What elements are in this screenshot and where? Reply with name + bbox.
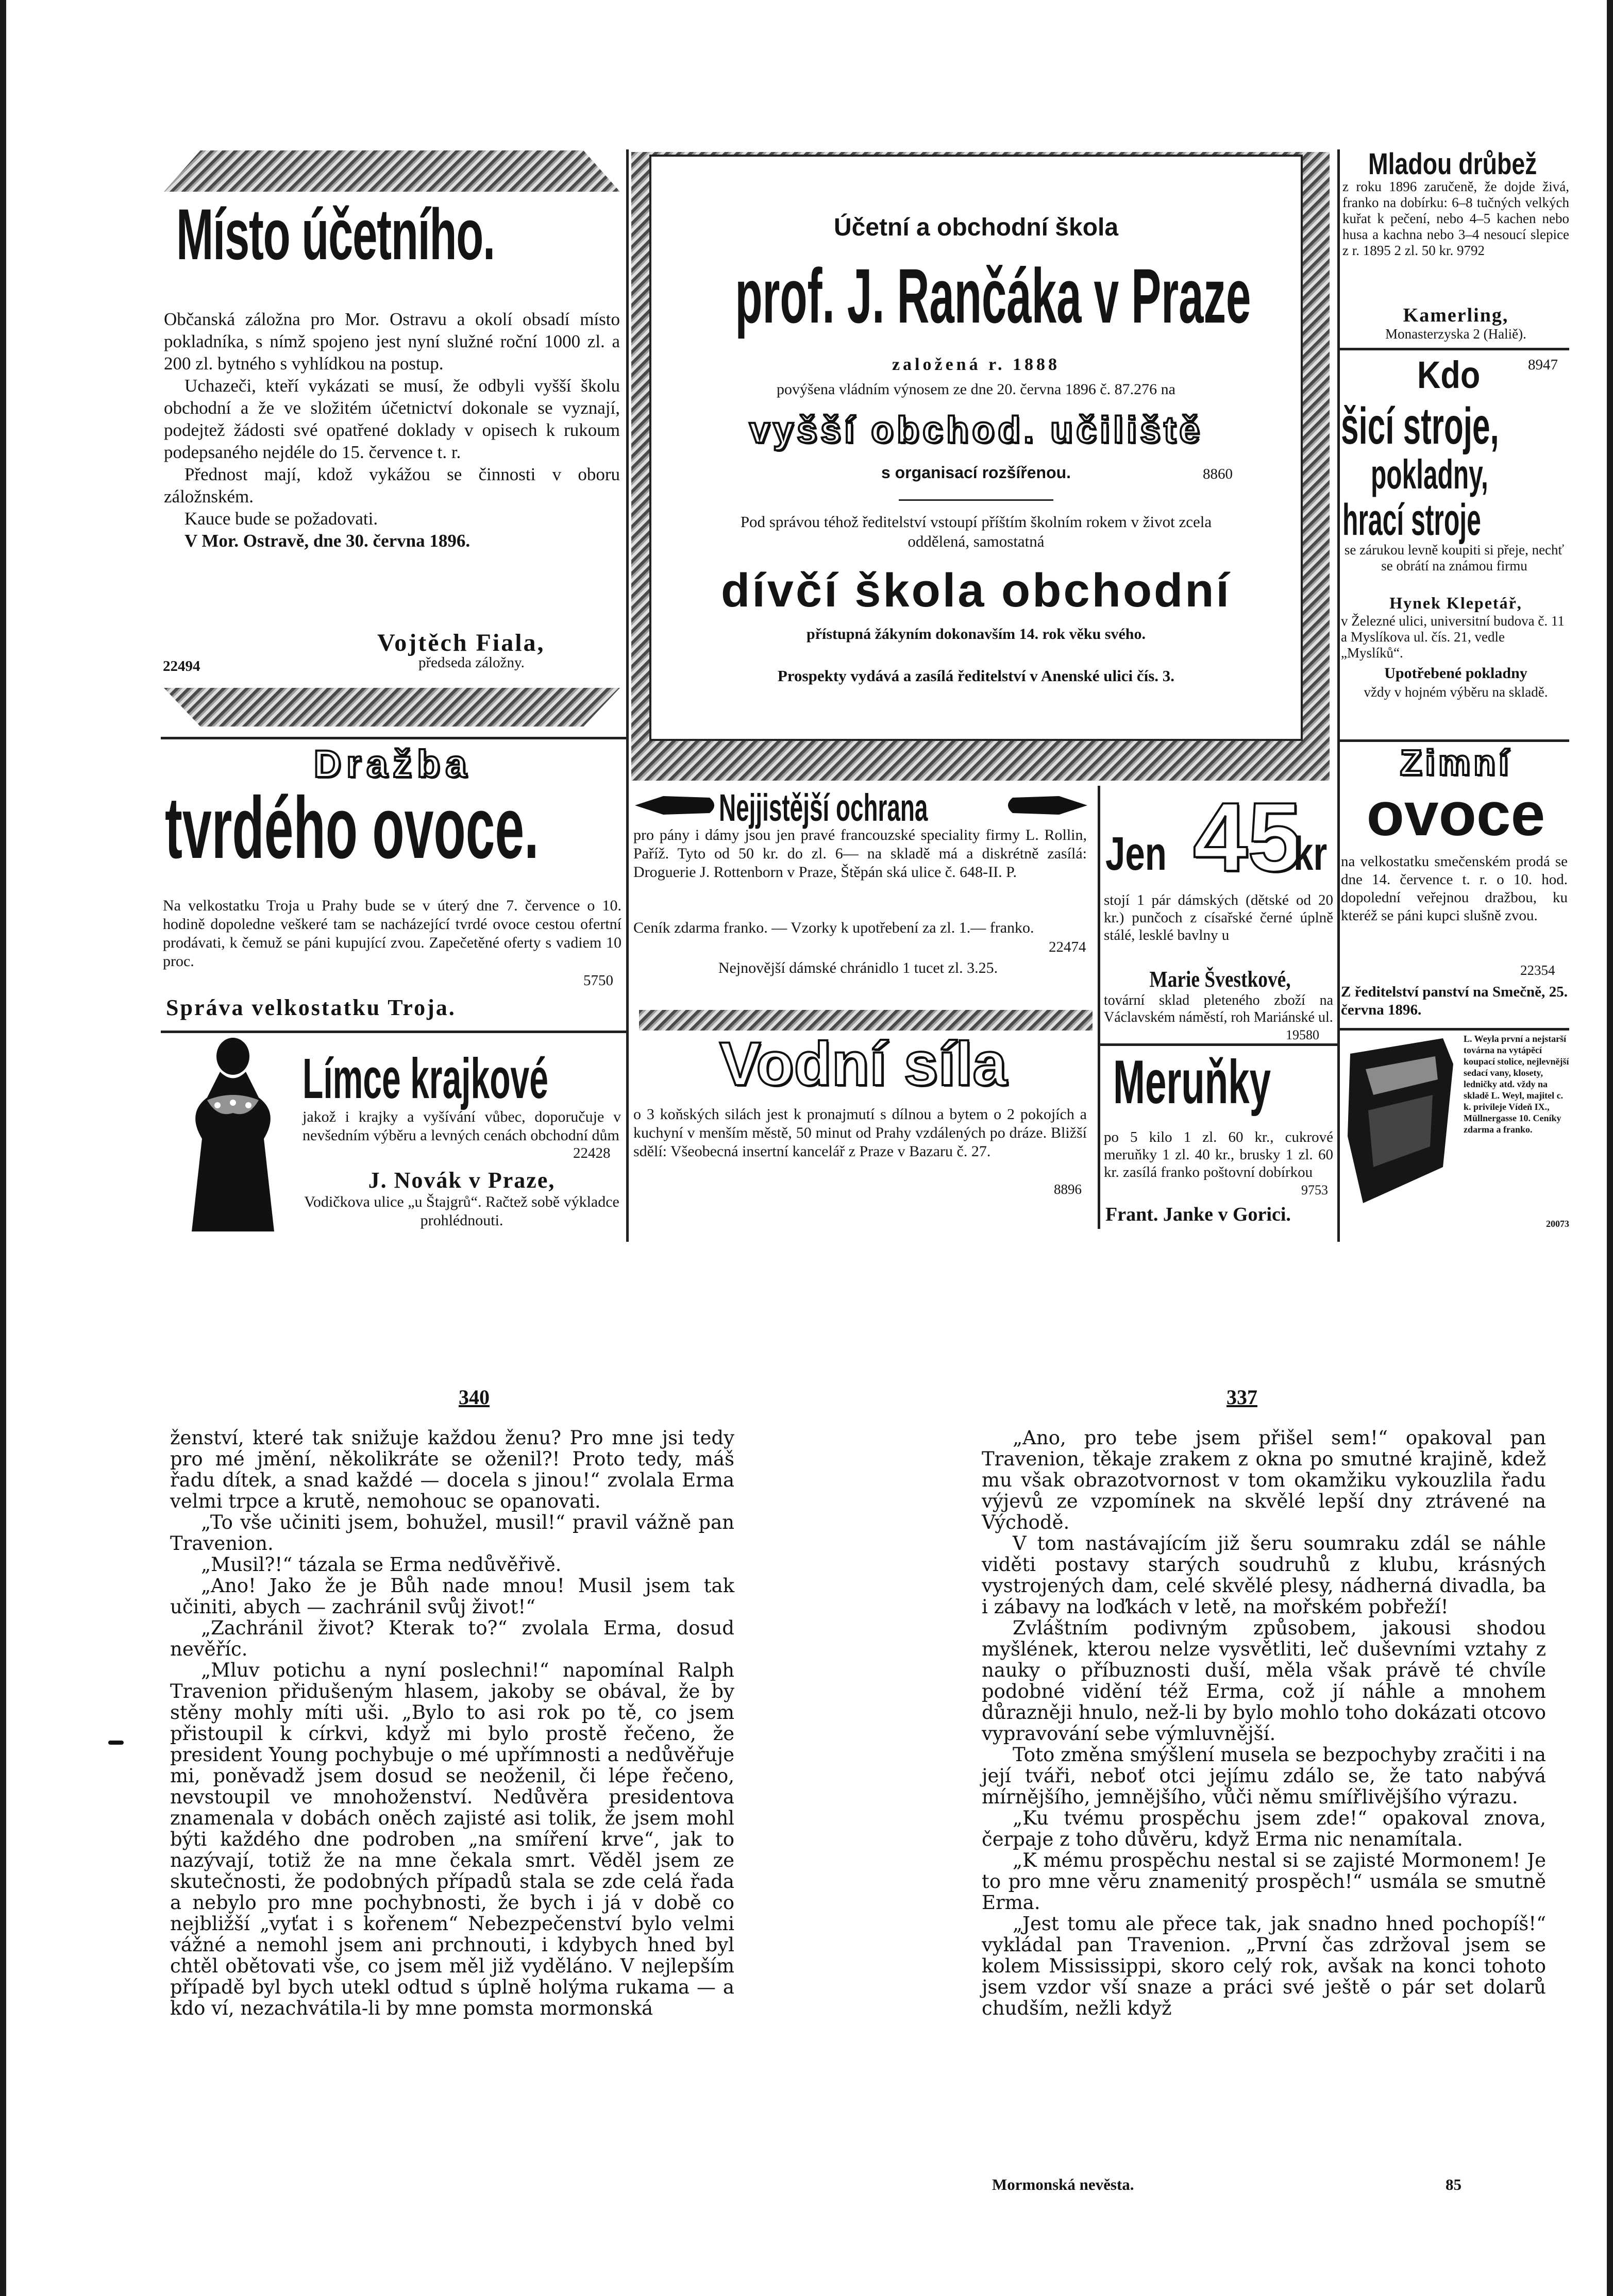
ad-skola-heading: Účetní a obchodní škola bbox=[833, 214, 1119, 241]
page-footer-number: 85 bbox=[1446, 2175, 1461, 2193]
ad-zimni-title: Zimní bbox=[1400, 742, 1512, 783]
ad-vodni bbox=[631, 1028, 1095, 1229]
ad-drubez-address: Monasterzyska 2 (Haliě). bbox=[1385, 326, 1526, 342]
ad-merunky bbox=[1103, 1046, 1337, 1242]
right-paragraph: „Jest tomu ale přece tak, jak snadno hned pochopíš!“ vykládal pan Travenion. „První čas zdržoval jsem se kolem Mississippi, skoro celý rok, avšak na konci tohoto jsem vzdor vší snaze a práci své ještě o pár set dolarů chudším, nežli když bbox=[982, 1913, 1546, 2019]
ad-zimni bbox=[1340, 742, 1572, 1028]
left-page-folio: 340 bbox=[459, 1386, 490, 1409]
ad-drubez-title: Mladou drůbež bbox=[1368, 147, 1537, 181]
ad-vodni-number: 8896 bbox=[1054, 1181, 1082, 1197]
scan-mark bbox=[108, 1741, 124, 1745]
bathtub-illustration-icon bbox=[1342, 1033, 1461, 1224]
right-paragraph: Toto změna smýšlení musela se bezpochyby zračiti i na její tváři, neboť otci jejímu zdálo se, že tato nabývá mírnějšího, jemnějšího, vůči němu smířlivějšího výrazu. bbox=[982, 1744, 1546, 1808]
ad-skola-access: přístupná žákyním dokonavším 14. rok věku svého. bbox=[807, 626, 1146, 643]
ad-punc-firm: Marie Švestkové, bbox=[1149, 967, 1291, 992]
left-paragraph: „To vše učiniti jsem, bohužel, musil!“ pravil vážně pan Travenion. bbox=[170, 1511, 734, 1555]
ad-separator bbox=[161, 737, 626, 739]
ad-stroje-line3: hrací stroje bbox=[1342, 495, 1481, 545]
scan-edge-left bbox=[0, 0, 6, 2296]
ad-drazba-body: Na velkostatku Troja u Prahy bude se v úterý dne 7. července o 10. hodině dopoledne veškeré tam se nacházející tvrdé ovoce cestou ofertní prodávati, k čemuž se páni kupující zvou. Zapečetěné oferty s vadiem 10 proc. bbox=[163, 897, 621, 970]
ad-ucetni-number: 22494 bbox=[163, 658, 200, 674]
left-paragraph: „Mluv potichu a nyní poslechni!“ napomínal Ralph Travenion přidušeným hlasem, jakoby se obával, že by stěny mohly míti uši. „Bylo to asi rok po tě, co jsem přistoupil k církvi, když mi bylo prostě řečeno, že president Young pochybuje o mé upřímnosti a nedůvěřuje mi, poněvadž jsem dosud se neoženil, či lépe řečeno, nevstoupil ve mnohoženství. Nedůvěra presidentova znamenala v dobách oněch zajisté asi tolik, že jsem mohl býti každého dne podroben „na smíření krve“, jak to nazývají, totiž že na mne čekala smrt. Věděl jsem ze skutečnosti, že podobných případů stala se zde celá řada a nebylo pro mne pochybnosti, že bych i já v době co nejbližší „vyťat i s kořenem“ Nebezpečenství bylo velmi vážné a nemohl jsem ani prchnouti, i kdybych hned byl chtěl obětovati vše, co jsem měl již vyděláno. V nejlepším případě byl bych utekl odtud s úplně holýma rukama — a kdo ví, nezachvátila-li by mne pomsta mormonská bbox=[170, 1659, 734, 2019]
ad-ucetni bbox=[161, 191, 625, 685]
ad-limce-title: Límce krajkové bbox=[303, 1047, 548, 1110]
ad-drazba-title: Dražba bbox=[313, 742, 472, 785]
ad-weyl bbox=[1340, 1031, 1572, 1242]
ad-skola-prospekty: Prospekty vydává a zasílá ředitelství v Anenské ulici čís. 3. bbox=[777, 667, 1175, 685]
left-paragraph: ženství, které tak snižuje každou ženu? Pro mne jsi tedy pro mé jmění, několikráte se oženil?! Proto tedy, máš řadu dítek, a snad každé — docela s jinou!“ zvolala Erma velmi trpce a krutě, nemohouc se opanovati. bbox=[170, 1427, 734, 1512]
ad-skola-founded: založená r. 1888 bbox=[892, 355, 1061, 374]
ad-stroje bbox=[1340, 350, 1572, 742]
ad-merunky-title: Meruňky bbox=[1113, 1048, 1271, 1117]
left-page-text bbox=[170, 1427, 734, 2019]
ad-ucetni-p2: Uchazeči, kteří vykázati se musí, že odbyli vyšší školu obchodní a že ve složitém účetnictví dokonale se vyznají, podejtež žádosti své opatřené doklady v opisech k rukoum podepsaného nejdéle do 15. července t. r. bbox=[164, 376, 620, 462]
right-paragraph: Zvláštním podivným způsobem, jakousi shodou myšlének, kterou nelze vysvětliti, leč duševními vztahy z nauky o příbuznosti duší, měla však právě té chvíle podobné vidění též Erma, což jí náhle a mnohem důrazněji hnulo, než-li by bylo mohlo toho dokázati otcovo vypravování sebe výmluvnější. bbox=[982, 1617, 1546, 1745]
ad-skola-org: s organisací rozšířenou. bbox=[881, 463, 1071, 482]
right-page-folio: 337 bbox=[1226, 1386, 1257, 1409]
ad-punc-body: stojí 1 pár dámských (dětské od 20 kr.) punčoch z císařské černé úplně stálé, lesklé bavlny u bbox=[1104, 892, 1333, 943]
ad-stroje-used: Upotřebené pokladny bbox=[1384, 665, 1527, 682]
ornament-band bbox=[164, 150, 620, 192]
pointing-hand-left-icon bbox=[632, 790, 720, 821]
ad-skola-title: prof. J. Rančáka v Praze bbox=[735, 252, 1251, 339]
ad-drubez bbox=[1342, 147, 1569, 348]
ad-merunky-number: 9753 bbox=[1301, 1183, 1328, 1197]
ad-stroje-address: v Železné ulici, universitní budova č. 11 a Myslíkova ul. čís. 21, vedle „Myslíků“. bbox=[1341, 613, 1565, 661]
ad-skola-divider bbox=[899, 499, 1053, 501]
right-paragraph: „K mému prospěchu nestal si se zajisté Mormonem! Je to pro mne věru znamenitý prospěch!“ usmála se smutně Erma. bbox=[982, 1849, 1546, 1914]
ad-limce bbox=[161, 1036, 625, 1242]
ad-ucetni-p3: Přednost mají, kdož vykážou se činnosti v oboru záložnském. bbox=[164, 464, 620, 507]
ad-ucetni-p1: Občanská záložna pro Mor. Ostravu a okolí obsadí místo pokladníka, s nímž spojeno jest nyní služné roční 1000 zl. a 200 zl. bytného s vyhlídkou na postup. bbox=[164, 309, 620, 374]
ad-stroje-stock: vždy v hojném výběru na skladě. bbox=[1364, 684, 1548, 700]
ad-skola-notice: Pod správou téhož ředitelství vstoupí příštím školním rokem v život zcela oddělená, samostatná bbox=[740, 513, 1212, 550]
ad-ucetni-body bbox=[164, 308, 620, 552]
ornament-band bbox=[639, 1010, 1093, 1031]
left-paragraph: „Zachránil život? Kterak to?“ zvolala Erma, dosud nevěříc. bbox=[170, 1617, 734, 1660]
ad-vodni-title: Vodní síla bbox=[719, 1029, 1007, 1099]
ad-punc-address: tovární sklad pleteného zboží na Václavském náměstí, roh Mariánské ul. bbox=[1104, 992, 1333, 1025]
page-footer-title: Mormonská nevěsta. bbox=[992, 2175, 1134, 2193]
ad-skola-title-wrap bbox=[651, 252, 1301, 340]
ad-skola-number: 8860 bbox=[1203, 466, 1233, 482]
ad-drubez-firm: Kamerling, bbox=[1403, 305, 1509, 326]
ad-merunky-body: po 5 kilo 1 zl. 60 kr., cukrové meruňky 1 zl. 40 kr., brusky 1 zl. 60 kr. zasílá franko poštovní dobírkou bbox=[1104, 1129, 1333, 1180]
ad-limce-number: 22428 bbox=[573, 1145, 611, 1161]
ad-zimni-subtitle: ovoce bbox=[1366, 780, 1545, 849]
ad-weyl-body: L. Weyla první a nejstarší továrna na vytápěcí koupací stolice, nejlevnější sedací vany, klosety, ledničky atd. vždy na skladě L. Weyl, majitel c. k. privileje Vídeň IX., Müllnergasse 10. Ceníky zdarma a franko. bbox=[1464, 1034, 1569, 1135]
right-paragraph: „Ku tvému prospěchu jsem zde!“ opakoval znova, čerpaje z toho důvěru, když Erma nic nenamítala. bbox=[982, 1807, 1546, 1850]
ad-drubez-body: z roku 1896 zaručeně, že dojde živá, franko na dobírku: 6–8 tučných velkých kuřat k pečení, nebo 4–5 kachen nebo husa a kachna nebo 3–4 nesoucí slepice z r. 1895 2 zl. 50 kr. 9792 bbox=[1342, 179, 1569, 258]
woman-silhouette-icon bbox=[171, 1036, 295, 1237]
ad-ochrana-title: Nejjistější ochrana bbox=[719, 786, 928, 829]
ad-punc-kr: kr bbox=[1293, 828, 1328, 880]
ad-drazba-number: 5750 bbox=[583, 972, 613, 989]
ad-ochrana-cenik: Ceník zdarma franko. — Vzorky k upotřebení za zl. 1.— franko. bbox=[633, 919, 1034, 936]
ad-skola-raised: povýšena vládním výnosem ze dne 20. června 1896 č. 87.276 na bbox=[777, 381, 1175, 398]
ad-zimni-signature: Z ředitelství panství na Smečně, 25. června 1896. bbox=[1341, 984, 1568, 1018]
right-page-text bbox=[982, 1427, 1546, 2019]
left-paragraph: „Ano! Jako že je Bůh nade mnou! Musil jsem tak učiniti, abych — zachránil svůj život!“ bbox=[170, 1575, 734, 1618]
ad-punc bbox=[1103, 786, 1337, 1043]
ad-separator bbox=[161, 1031, 626, 1033]
ornament-band bbox=[164, 688, 620, 727]
ad-stroje-body: se zárukou levně koupiti si přeje, nechť se obrátí na známou firmu bbox=[1344, 542, 1565, 573]
ad-zimni-number: 22354 bbox=[1520, 963, 1555, 978]
ad-skola bbox=[649, 155, 1303, 741]
ad-limce-firm: J. Novák v Praze, bbox=[368, 1168, 556, 1193]
right-paragraph: V tom nastávajícím již šeru soumraku zdál se náhle viděti postavy starých soudruhů z klubu, krásných vystrojených dam, celé skvělé plesy, nádherná divadla, ba i zábavy na loďkách v letě, na mořském pobřeží! bbox=[982, 1532, 1546, 1618]
ad-ucetni-p5: V Mor. Ostravě, dne 30. června 1896. bbox=[184, 531, 471, 551]
ad-punc-price: 45 bbox=[1193, 786, 1302, 892]
ad-ucetni-title: Místo účetního. bbox=[176, 194, 495, 275]
ad-ochrana-number: 22474 bbox=[1049, 939, 1086, 955]
ad-stroje-number: 8947 bbox=[1528, 357, 1558, 373]
ad-zimni-body: na velkostatku smečenském prodá se dne 14. července t. r. o 10. hod. dopolední veřejnou dražbou, ku kteréž se páni kupci slušně zvou. bbox=[1341, 853, 1568, 924]
ad-stroje-kdo: Kdo bbox=[1417, 353, 1481, 396]
ad-drazba-signature: Správa velkostatku Troja. bbox=[166, 995, 456, 1020]
ad-drazba bbox=[161, 742, 625, 1028]
ad-ochrana-body: pro pány i dámy jsou jen pravé francouzské speciality firmy L. Rollin, Paříž. Tyto od 50 kr. do zl. 6— na skladě má a diskrétně zasílá: Droguerie J. Rottenborn v Praze, Štěpán ská ulice č. 648-II. P. bbox=[633, 826, 1087, 881]
scan-edge-right bbox=[1607, 0, 1613, 2296]
ad-merunky-firm: Frant. Janke v Gorici. bbox=[1105, 1204, 1291, 1225]
ad-weyl-number: 20073 bbox=[1546, 1219, 1569, 1229]
ad-stroje-line1: šicí stroje, bbox=[1341, 397, 1499, 455]
ad-punc-jen: Jen bbox=[1105, 828, 1167, 880]
ad-ucetni-p4: Kauce bude se požadovati. bbox=[184, 509, 378, 529]
pointing-hand-right-icon bbox=[1002, 790, 1090, 821]
ad-vodni-body: o 3 koňských silách jest k pronajmutí s dílnou a bytem o 2 pokojích a kuchyní v menším městě, 50 minut od Prahy vzdálených po dráze. Bližší sdělí: Všeobecná insertní kancelář z Praze v Bazaru č. 27. bbox=[633, 1106, 1087, 1160]
right-paragraph: „Ano, pro tebe jsem přišel sem!“ opakoval pan Travenion, těkaje zrakem z okna po smutné krajině, kdež mu však obrazotvornost v tom okamžiku vykouzlila řadu výjevů ze vzpomínek na skvělé lepší dny ztrávené na Východě. bbox=[982, 1427, 1546, 1533]
left-paragraph: „Musil?!“ tázala se Erma nedůvěřivě. bbox=[201, 1554, 562, 1576]
ad-skola-higher: vyšší obchod. učiliště bbox=[749, 410, 1203, 451]
column-rule bbox=[1098, 786, 1100, 1229]
ad-drazba-subtitle: tvrdého ovoce. bbox=[165, 779, 539, 877]
ad-ucetni-signature: Vojtěch Fiala, bbox=[377, 629, 545, 656]
column-rule bbox=[626, 149, 629, 1242]
ad-skola-girls: dívčí škola obchodní bbox=[721, 564, 1231, 617]
ad-limce-body: jakož i krajky a vyšívání vůbec, doporučuje v nevšedním výběru a levných cenách obchodní dům bbox=[303, 1108, 621, 1144]
ad-ucetni-sign-role: předseda záložny. bbox=[418, 654, 525, 671]
ad-ochrana-glove: Nejnovější dámské chránidlo 1 tucet zl. 3.25. bbox=[718, 959, 998, 976]
ad-punc-number: 19580 bbox=[1286, 1027, 1319, 1042]
ad-limce-address: Vodičkova ulice „u Štajgrů“. Račtež sobě výkladce prohlédnouti. bbox=[304, 1193, 619, 1229]
ad-ochrana bbox=[631, 786, 1095, 1007]
ad-stroje-firm: Hynek Klepetář, bbox=[1389, 594, 1522, 612]
ad-stroje-line2: pokladny, bbox=[1371, 451, 1488, 497]
